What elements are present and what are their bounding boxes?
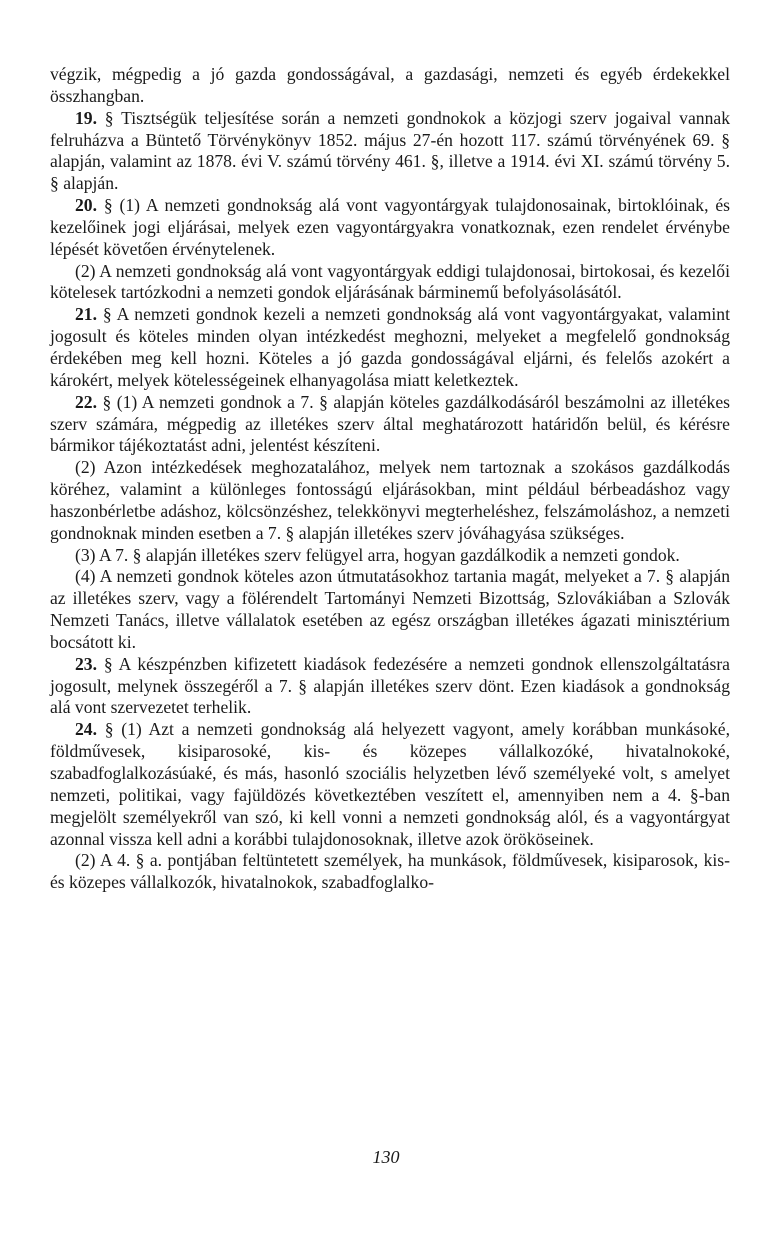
paragraph-text: § Tisztségük teljesítése során a nemzeti gondnokok a közjogi szerv jogaival vannak felruházva a Büntető Törvénykönyv 1852. május 27-én hozott 117. számú törvényének 69. § alapján, valamint az 1878. évi V. számú törvény 461. §, illetve a 1914. évi XI. számú törvény 5. § alapján. bbox=[50, 107, 730, 194]
paragraph-text: § A készpénzben kifizetett kiadások fedezésére a nemzeti gondnok ellenszolgáltatásra jogosult, melynek összegéről a 7. § alapján illetékes szerv dönt. Ezen kiadások a gondnokság alá vont szervezetet terhelik. bbox=[50, 653, 730, 718]
section-22-3 bbox=[50, 545, 730, 567]
section-number: 20. bbox=[75, 195, 97, 216]
paragraph-text: § (1) Azt a nemzeti gondnokság alá helyezett vagyont, amely korábban munkásoké, földművesek, kisiparosoké, kis- és közepes vállalkozóké, hivatalnokoké, szabadfoglalkozásúaké, és más, hasonló szociális helyzetben lévő személyeké volt, s amelyet nemzeti, politikai, vagy fajüldözés következtében veszített el, amennyiben nem a 4. §-ban megjelölt személyekről van szó, ki kell vonni a nemzeti gondnokság alól, és a vagyontárgyat azonnal vissza kell adni a korábbi tulajdonosoknak, illetve azok örököseinek. bbox=[50, 719, 730, 849]
paragraph-text: (4) A nemzeti gondnok köteles azon útmutatásokhoz tartania magát, melyeket a 7. § alapján az illetékes szerv, vagy a fölérendelt Tartományi Nemzeti Bizottság, Szlovákiában a Szlovák Nemzeti Tanács, illetve vállalatok esetében az egész országban illetékes ágazati minisztérium bocsátott ki. bbox=[50, 566, 730, 652]
document-body bbox=[50, 64, 730, 894]
section-24-2 bbox=[50, 850, 730, 894]
paragraph-text: § A nemzeti gondnok kezeli a nemzeti gondnokság alá vont vagyontárgyakat, valamint jogosult és köteles minden olyan intézkedést meghozni, melyeket a megfelelő gondnokság érdekében meg kell hozni. Köteles a jó gazda gondosságával eljárni, és felelős azokért a károkért, melyek kötelességeinek elhanyagolása miatt keletkeztek. bbox=[50, 304, 730, 390]
section-22-2 bbox=[50, 457, 730, 544]
section-20 bbox=[50, 195, 730, 261]
section-20-2 bbox=[50, 261, 730, 305]
paragraph-text: § (1) A nemzeti gondnokság alá vont vagyontárgyak tulajdonosainak, birtoklóinak, és kezelőinek jogi eljárásai, melyek ezen vagyontárgyakra vonatkoznak, ezen rendelet érvénybe lépését követően érvénytelenek. bbox=[50, 195, 730, 259]
section-21 bbox=[50, 304, 730, 391]
section-19 bbox=[50, 108, 730, 195]
section-22-4 bbox=[50, 566, 730, 653]
paragraph-text: (2) Azon intézkedések meghozatalához, melyek nem tartoznak a szokásos gazdálkodás köréhez, valamint a különleges fontosságú eljárásokban, mint például bérbeadáshoz vagy haszonbérletbe adáshoz, kölcsönzéshez, telekkönyvi megterheléshez, felszámoláshoz, a nemzeti gondnoknak minden esetben a 7. § alapján illetékes szerv jóváhagyása szükséges. bbox=[50, 457, 730, 543]
section-number: 21. bbox=[75, 304, 97, 325]
paragraph-text: § (1) A nemzeti gondnok a 7. § alapján köteles gazdálkodásáról beszámolni az illetékes szerv számára, mégpedig az illetékes szerv által meghatározott határidőn belül, és kérésre bármikor tájékoztatást adni, jelentést készíteni. bbox=[50, 391, 730, 456]
paragraph-text: (2) A nemzeti gondnokság alá vont vagyontárgyak eddigi tulajdonosai, birtokosai, és kezelői kötelesek tartózkodni a nemzeti gondok eljárásának bárminemű befolyásolásától. bbox=[50, 260, 730, 303]
paragraph-text: (3) A 7. § alapján illetékes szerv felügyel arra, hogyan gazdálkodik a nemzeti gondok. bbox=[75, 544, 680, 565]
paragraph-continuation bbox=[50, 64, 730, 108]
section-number: 23. bbox=[75, 653, 97, 674]
section-number: 19. bbox=[75, 107, 97, 128]
paragraph-text: végzik, mégpedig a jó gazda gondosságával, a gazdasági, nemzeti és egyéb érdekekkel összhangban. bbox=[50, 64, 730, 106]
section-22 bbox=[50, 392, 730, 458]
section-number: 22. bbox=[75, 391, 97, 412]
section-number: 24. bbox=[75, 719, 97, 740]
section-23 bbox=[50, 654, 730, 720]
section-24 bbox=[50, 719, 730, 850]
page-number: 130 bbox=[372, 1147, 400, 1167]
paragraph-text: (2) A 4. § a. pontjában feltüntetett személyek, ha munkások, földművesek, kisiparosok, kis- és közepes vállalkozók, hivatalnokok, szabadfoglalko- bbox=[50, 850, 730, 893]
